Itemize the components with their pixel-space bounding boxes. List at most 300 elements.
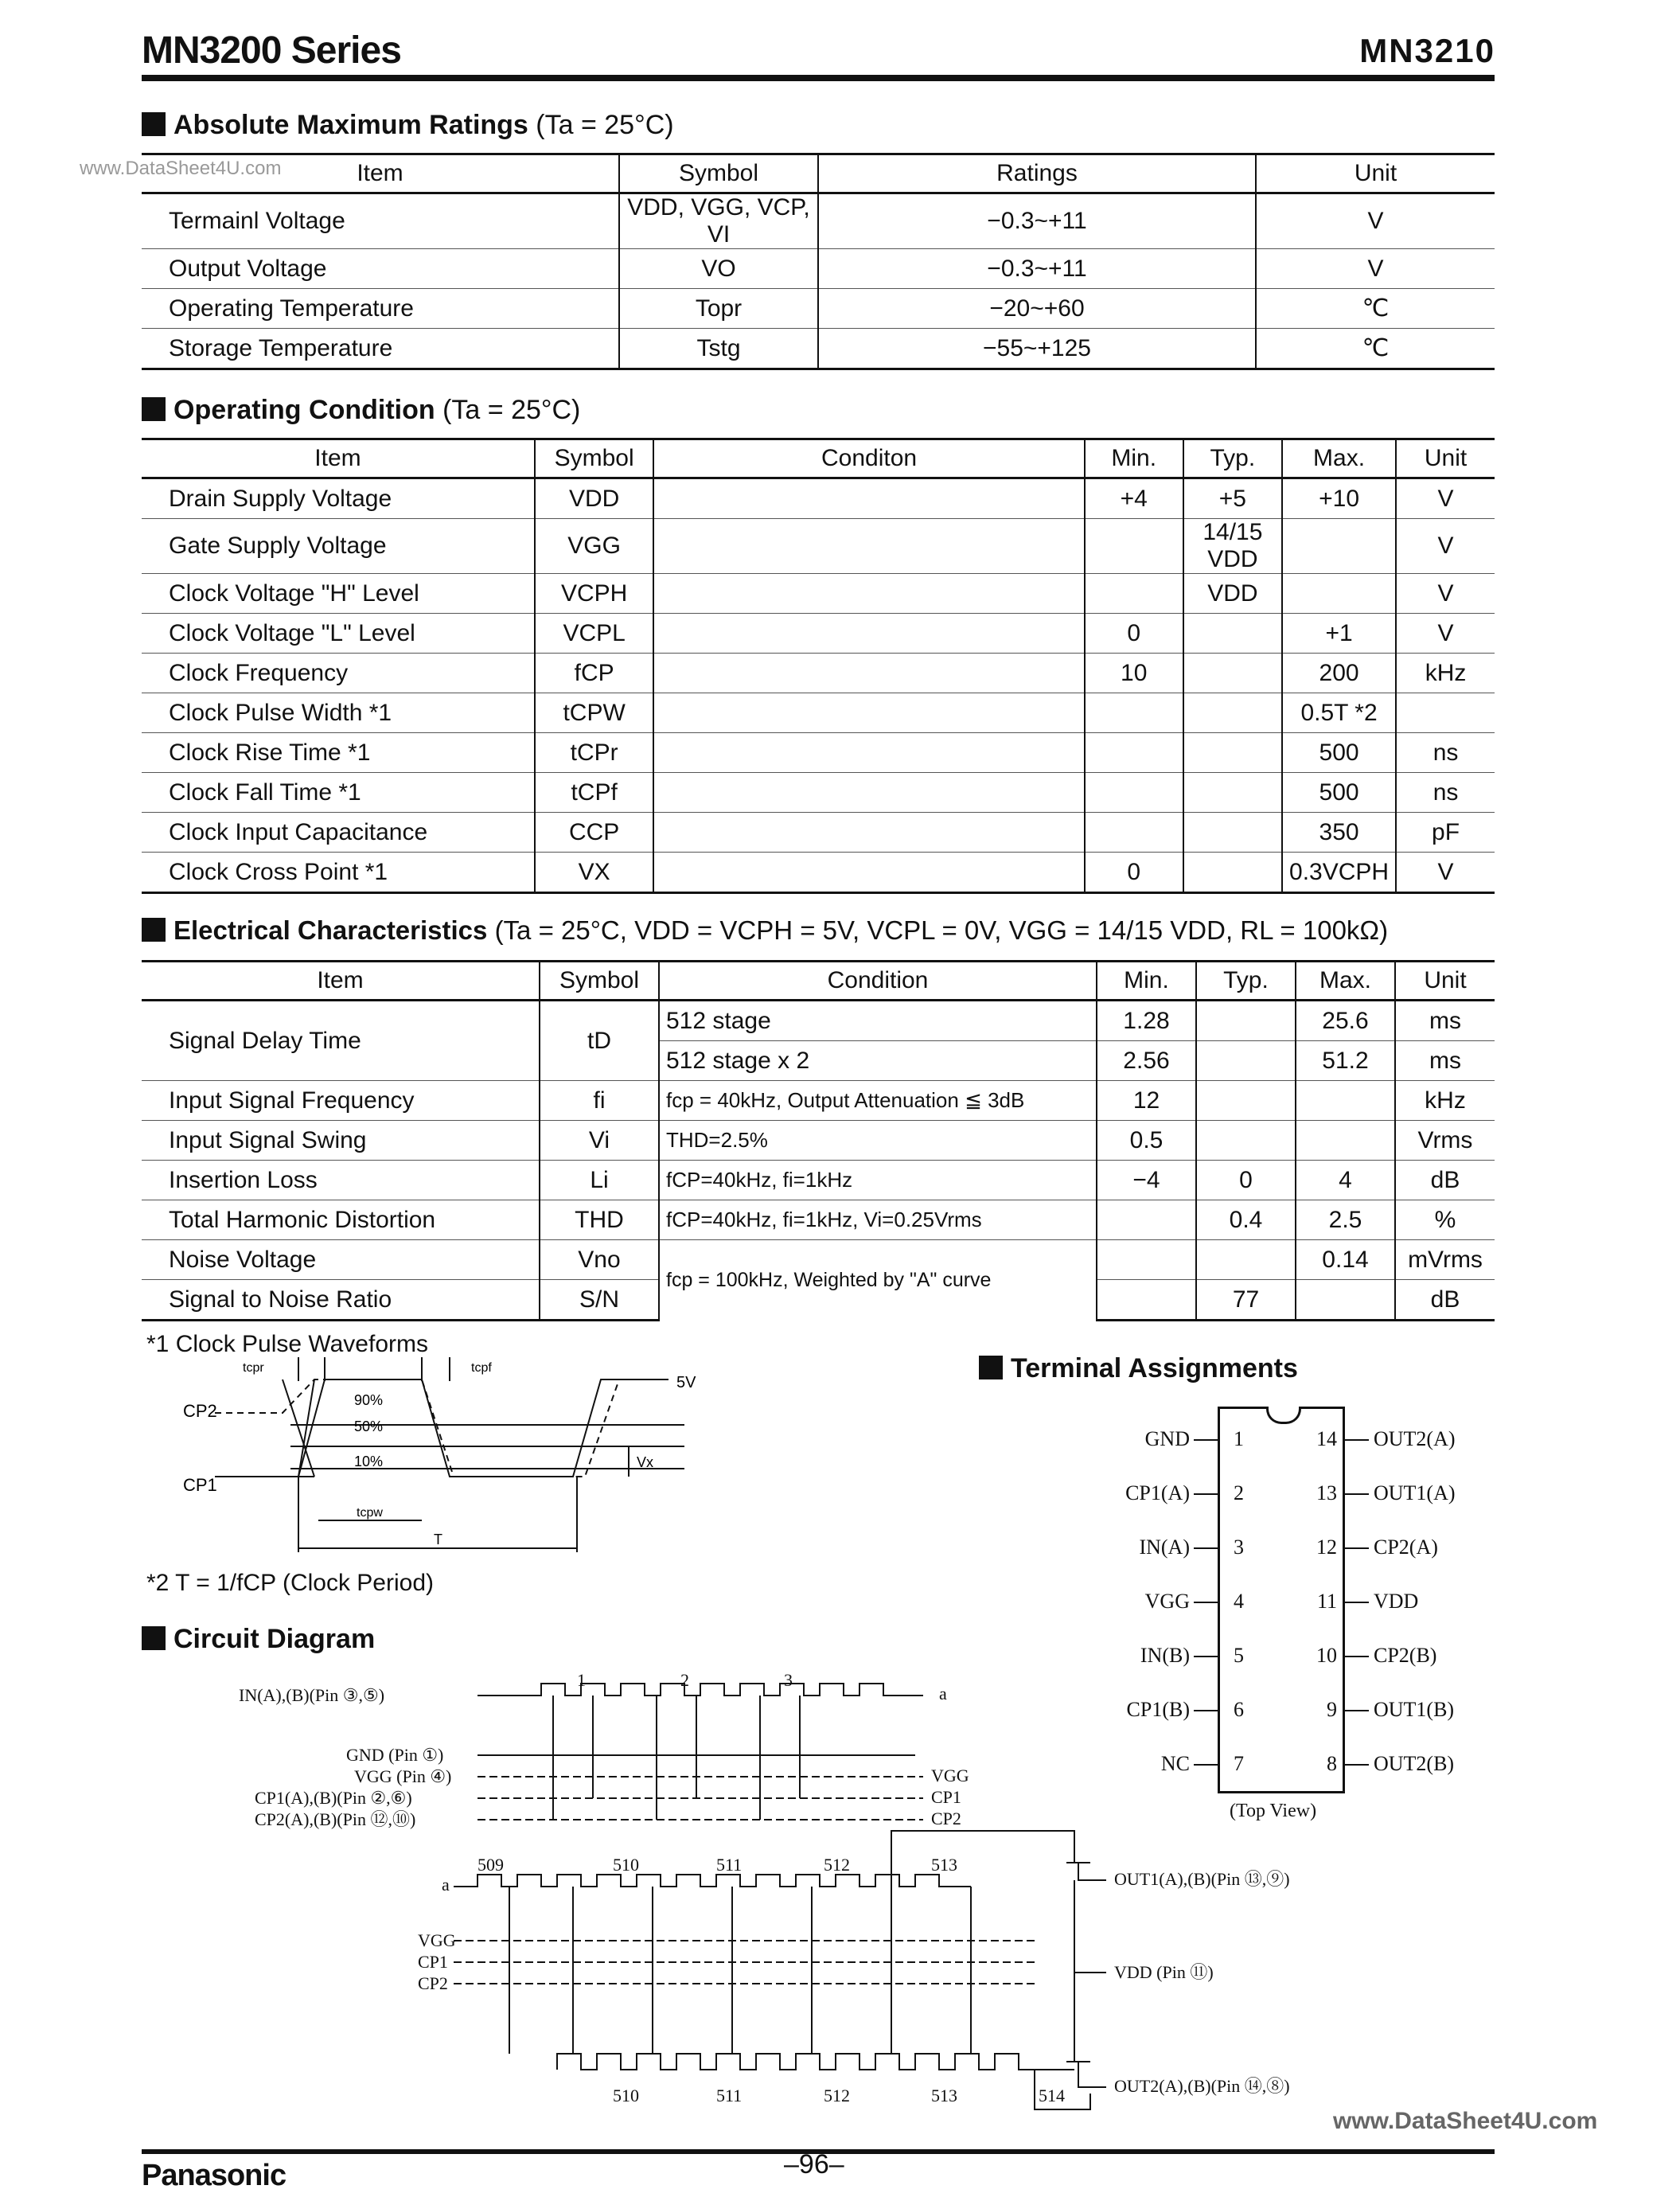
table-cell: fcp = 40kHz, Output Attenuation ≦ 3dB [659,1081,1097,1121]
stage-label: 1 [577,1672,586,1690]
table-row [142,614,1495,654]
table-cell: pF [1396,813,1495,853]
tcpw-label: tcpw [357,1506,383,1520]
table-cell: 512 stage [659,1001,1097,1041]
footer-page-number: –96– [784,2149,844,2179]
pin-label-right: CP2(A) [1374,1536,1438,1559]
rail-label-a: a [939,1684,947,1703]
table-cell: Storage Temperature [142,329,619,369]
level-5v-label: 5V [676,1374,696,1391]
table-row [142,654,1495,693]
op-cond-body [142,478,1495,893]
pin-number: 12 [1316,1536,1337,1559]
table-header: Max. [1296,962,1395,1001]
table-cell: 2.56 [1097,1041,1196,1081]
table-cell: tCPf [535,773,653,813]
waveform-title: *1 Clock Pulse Waveforms [146,1331,428,1357]
watermark-bottom: www.DataSheet4U.com [1333,2108,1598,2134]
table-cell [1097,1200,1196,1240]
table-header: Unit [1256,154,1495,193]
table-row [142,813,1495,853]
pin-label-left: CP1(B) [1126,1698,1190,1721]
pin-arrow-icon [1345,1602,1369,1603]
table-header: Min. [1097,962,1196,1001]
table-row [142,193,1495,249]
stage-label: 510 [613,2086,639,2105]
table-cell: −0.3~+11 [818,249,1256,289]
table-cell: V [1396,478,1495,519]
table-cell [1183,693,1282,733]
table-row [142,773,1495,813]
section-marker-icon [142,112,166,136]
table-cell: V [1256,193,1495,249]
out1-transistor [1066,1863,1106,1880]
pin-number: 4 [1234,1590,1244,1613]
stage-label: 513 [931,1855,957,1875]
pin-label-right: OUT2(A) [1374,1427,1456,1450]
table-cell: +1 [1282,614,1396,654]
table-cell: Drain Supply Voltage [142,478,535,519]
table-row [142,289,1495,329]
table-cell [1183,853,1282,893]
out2-transistor [1066,2062,1106,2087]
table-cell: ℃ [1256,329,1495,369]
op-cond-condition: (Ta = 25°C) [442,395,581,425]
pin-number: 8 [1327,1752,1337,1775]
table-header: Item [142,962,540,1001]
pin-number: 11 [1316,1590,1337,1613]
table-cell [1396,693,1495,733]
table-cell [1183,654,1282,693]
table-cell [1183,813,1282,853]
pin-number: 7 [1234,1752,1244,1775]
table-cell [653,654,1084,693]
table-cell: 2.5 [1296,1200,1395,1240]
table-cell: Tstg [619,329,818,369]
left-label-vgg: VGG [418,1930,456,1950]
table-cell: Signal Delay Time [142,1001,540,1081]
table-cell: V [1396,574,1495,614]
table-cell: S/N [540,1280,659,1321]
pin-arrow-icon [1194,1602,1218,1603]
section-marker-icon [142,918,166,942]
table-cell: VX [535,853,653,893]
pin-number: 13 [1316,1481,1337,1504]
output-label-out1: OUT1(A),(B)(Pin ⑬,⑨) [1114,1869,1290,1889]
table-row [142,574,1495,614]
table-cell: % [1395,1200,1495,1240]
pin-arrow-icon [1194,1439,1218,1441]
table-cell: 4 [1296,1161,1395,1200]
table-header: Symbol [619,154,818,193]
table-cell: VO [619,249,818,289]
table-header: Typ. [1196,962,1296,1001]
abs-max-title [142,110,674,141]
table-cell: 350 [1282,813,1396,853]
table-cell: 500 [1282,773,1396,813]
table-cell: THD=2.5% [659,1121,1097,1161]
table-cell: 0 [1085,614,1183,654]
table-cell: Input Signal Swing [142,1121,540,1161]
pin-arrow-icon [1194,1764,1218,1766]
pin-arrow-icon [1345,1656,1369,1657]
table-cell [653,519,1084,574]
table-header: Item [142,154,619,193]
table-cell: CCP [535,813,653,853]
table-cell [1196,1081,1296,1121]
table-cell: fi [540,1081,659,1121]
table-cell [1085,813,1183,853]
stage-label: 514 [1039,2086,1065,2105]
circuit-title [142,1624,375,1655]
abs-max-condition: (Ta = 25°C) [536,110,674,140]
pin-label-left: VGG [1144,1590,1190,1613]
stage-label: 510 [613,1855,639,1875]
tcpf-label: tcpf [471,1361,492,1375]
header-part-number: MN3210 [1359,32,1495,69]
table-cell: Insertion Loss [142,1161,540,1200]
table-cell: VDD [535,478,653,519]
table-cell: VDD [1183,574,1282,614]
table-header: Typ. [1183,439,1282,478]
table-row [142,1161,1495,1200]
left-label-cp2: CP2 [418,1973,448,1993]
bucket-chain-bottom [557,2054,1074,2070]
table-cell [1085,574,1183,614]
table-cell: 0.3VCPH [1282,853,1396,893]
circuit-title-text: Circuit Diagram [173,1624,376,1654]
table-cell: tCPr [535,733,653,773]
table-header: Unit [1396,439,1495,478]
table-cell [1183,614,1282,654]
table-cell: ms [1395,1001,1495,1041]
table-cell: Clock Voltage "H" Level [142,574,535,614]
stage-label: 512 [824,2086,850,2105]
table-cell: VCPL [535,614,653,654]
table-cell: Output Voltage [142,249,619,289]
table-cell [1296,1280,1395,1321]
table-row [142,1200,1495,1240]
stage-label: 3 [784,1672,793,1690]
table-cell [653,733,1084,773]
table-cell: dB [1395,1161,1495,1200]
table-cell [1296,1121,1395,1161]
cp2-waveform [215,1379,668,1477]
pin-number: 9 [1327,1698,1337,1721]
table-cell: Total Harmonic Distortion [142,1200,540,1240]
pin-number: 5 [1234,1644,1244,1667]
table-row [142,733,1495,773]
header-rule [142,75,1495,81]
pin-arrow-icon [1194,1493,1218,1495]
table-cell [1183,773,1282,813]
table-row [142,478,1495,519]
table-cell [1282,519,1396,574]
table-cell: tD [540,1001,659,1081]
table-cell: mVrms [1395,1240,1495,1280]
table-cell: Topr [619,289,818,329]
vx-label: Vx [637,1454,654,1470]
table-cell: VDD, VGG, VCP, VI [619,193,818,249]
table-cell [653,693,1084,733]
table-row [142,1081,1495,1121]
pin-label-right: CP2(B) [1374,1644,1437,1667]
rail-label-vgg: VGG [931,1766,969,1785]
cp1-waveform [247,1379,422,1477]
table-cell [1196,1041,1296,1081]
clock-waveform-diagram [159,1357,700,1564]
out1-feed [891,1831,1074,1887]
abs-max-table [142,153,1495,370]
table-cell: Clock Pulse Width *1 [142,693,535,733]
table-cell: 500 [1282,733,1396,773]
table-cell: V [1396,853,1495,893]
table-cell: +5 [1183,478,1282,519]
table-cell: +10 [1282,478,1396,519]
table-cell [653,853,1084,893]
table-cell: −0.3~+11 [818,193,1256,249]
pin-label-left: CP1(A) [1125,1481,1190,1504]
stage-label: 511 [716,1855,743,1875]
terminal-title-text: Terminal Assignments [1011,1353,1298,1383]
table-cell: Clock Cross Point *1 [142,853,535,893]
table-cell [1196,1121,1296,1161]
output-label-out2: OUT2(A),(B)(Pin ⑭,⑧) [1114,2076,1290,2096]
table-cell: 0 [1085,853,1183,893]
table-cell [1085,733,1183,773]
pin-label-left: NC [1160,1752,1190,1775]
input-label-vgg: VGG (Pin ④) [354,1766,452,1786]
table-cell: −55~+125 [818,329,1256,369]
pin-label-right: OUT1(B) [1374,1698,1455,1721]
pin-label-right: OUT1(A) [1374,1481,1456,1504]
table-cell [1296,1081,1395,1121]
table-cell: −4 [1097,1161,1196,1200]
pin-label-right: VDD [1374,1590,1419,1613]
table-cell [1097,1280,1196,1321]
table-header: Symbol [540,962,659,1001]
table-cell: Noise Voltage [142,1240,540,1280]
table-cell: V [1396,614,1495,654]
table-header: Item [142,439,535,478]
table-cell: Clock Rise Time *1 [142,733,535,773]
notch-icon [1266,1407,1301,1424]
table-cell: Vi [540,1121,659,1161]
input-label-gnd: GND (Pin ①) [346,1745,444,1765]
table-cell: Signal to Noise Ratio [142,1280,540,1321]
table-cell: ℃ [1256,289,1495,329]
pin-number: 1 [1234,1427,1244,1450]
pin-arrow-icon [1194,1547,1218,1549]
pin-arrow-icon [1345,1710,1369,1711]
table-cell: 512 stage x 2 [659,1041,1097,1081]
pin-arrow-icon [1345,1493,1369,1495]
pin-label-left: IN(A) [1139,1536,1190,1559]
table-header: Condition [659,962,1097,1001]
note-clock-period: *2 T = 1/fCP (Clock Period) [146,1570,434,1596]
table-header: Min. [1085,439,1183,478]
op-cond-table [142,438,1495,894]
op-cond-title-text: Operating Condition [173,395,435,425]
table-cell: Gate Supply Voltage [142,519,535,574]
table-cell: 51.2 [1296,1041,1395,1081]
table-cell: Input Signal Frequency [142,1081,540,1121]
pin-number: 2 [1234,1481,1244,1504]
table-row [142,1240,1495,1280]
pin-label-right: OUT2(B) [1374,1752,1455,1775]
pin-number: 14 [1316,1427,1337,1450]
table-header: Symbol [535,439,653,478]
table-cell: Termainl Voltage [142,193,619,249]
period-label: T [434,1532,442,1547]
table-cell: fCP=40kHz, fi=1kHz [659,1161,1097,1200]
level-50-label: 50% [354,1418,384,1434]
level-90-label: 90% [354,1392,384,1408]
table-cell: Clock Fall Time *1 [142,773,535,813]
elec-body [142,1081,1495,1240]
table-cell: 77 [1196,1280,1296,1321]
pin-arrow-icon [1194,1656,1218,1657]
abs-max-title-text: Absolute Maximum Ratings [173,110,528,140]
section-marker-icon [142,397,166,421]
stage-label: 512 [824,1855,850,1875]
table-header: Max. [1282,439,1396,478]
input-label-in: IN(A),(B)(Pin ③,⑤) [239,1685,385,1705]
input-label-cp2: CP2(A),(B)(Pin ⑫,⑩) [255,1809,416,1829]
terminal-title [979,1353,1298,1384]
output-label-vdd: VDD (Pin ⑪) [1114,1962,1214,1982]
pin-arrow-icon [1345,1547,1369,1549]
table-cell: kHz [1395,1081,1495,1121]
pin-number: 6 [1234,1698,1244,1721]
left-label-cp1: CP1 [418,1952,448,1972]
table-cell: 14/15 VDD [1183,519,1282,574]
table-cell: Vno [540,1240,659,1280]
table-cell [1282,574,1396,614]
table-cell: VCPH [535,574,653,614]
table-row [142,1121,1495,1161]
stage-label: 511 [716,2086,743,2105]
table-cell: kHz [1396,654,1495,693]
stage-label: 2 [680,1672,689,1690]
elec-condition: (Ta = 25°C, VDD = VCPH = 5V, VCPL = 0V, VGG = 14/15 VDD, RL = 100kΩ) [494,915,1389,945]
table-cell [1196,1240,1296,1280]
table-cell [1196,1001,1296,1041]
table-cell: 200 [1282,654,1396,693]
table-cell [653,478,1084,519]
cp1-waveform-b [422,1379,668,1477]
table-cell: fCP [535,654,653,693]
section-marker-icon [142,1626,166,1650]
pin-arrow-icon [1345,1439,1369,1441]
table-header: Ratings [818,154,1256,193]
pin-arrow-icon [1194,1710,1218,1711]
level-10-label: 10% [354,1454,384,1469]
table-row [142,693,1495,733]
table-row [142,853,1495,893]
table-cell: Clock Input Capacitance [142,813,535,853]
elec-title [142,915,1388,946]
table-cell [1183,733,1282,773]
table-cell: +4 [1085,478,1183,519]
table-cell: 25.6 [1296,1001,1395,1041]
table-cell: Vrms [1395,1121,1495,1161]
tcpr-label: tcpr [243,1361,264,1375]
table-cell [653,574,1084,614]
footer-brand: Panasonic [142,2159,286,2192]
rail-label-cp1: CP1 [931,1787,961,1807]
table-cell: 0.5T *2 [1282,693,1396,733]
table-cell [653,614,1084,654]
table-cell: ms [1395,1041,1495,1081]
table-cell: ns [1396,733,1495,773]
op-cond-title [142,395,580,426]
table-cell: ns [1396,773,1495,813]
table-cell: THD [540,1200,659,1240]
table-row [142,329,1495,369]
top-view-label: (Top View) [1230,1801,1317,1821]
table-cell [653,773,1084,813]
table-cell [653,813,1084,853]
table-header: Unit [1395,962,1495,1001]
table-row [142,1001,1495,1041]
table-cell: Operating Temperature [142,289,619,329]
watermark-top: www.DataSheet4U.com [80,158,282,179]
table-cell: Clock Frequency [142,654,535,693]
table-cell [1085,773,1183,813]
table-cell: 0.14 [1296,1240,1395,1280]
table-cell: −20~+60 [818,289,1256,329]
stage-label: 509 [477,1855,504,1875]
table-row [142,519,1495,574]
elec-table [142,960,1495,1321]
cp2-label: CP2 [183,1401,217,1421]
table-cell: tCPW [535,693,653,733]
table-cell: VGG [535,519,653,574]
table-cell: V [1396,519,1495,574]
table-cell: 12 [1097,1081,1196,1121]
table-cell [1085,519,1183,574]
table-cell: Li [540,1161,659,1200]
table-cell: 10 [1085,654,1183,693]
table-cell [1085,693,1183,733]
left-label-a: a [442,1875,450,1895]
elec-title-text: Electrical Characteristics [173,915,488,945]
table-cell: 0 [1196,1161,1296,1200]
header-title: MN3200 Series [142,29,401,72]
table-row [142,249,1495,289]
table-header: Conditon [653,439,1084,478]
table-cell: fcp = 100kHz, Weighted by "A" curve [659,1240,1097,1321]
input-label-cp1: CP1(A),(B)(Pin ②,⑥) [255,1788,412,1808]
bucket-chain-mid [454,1875,971,1887]
table-cell: 0.4 [1196,1200,1296,1240]
rail-label-cp2: CP2 [931,1809,961,1828]
pin-number: 3 [1234,1536,1244,1559]
pin-label-left: GND [1144,1427,1190,1450]
table-cell: 0.5 [1097,1121,1196,1161]
stage-label: 513 [931,2086,957,2105]
cp1-label: CP1 [183,1475,217,1495]
table-cell: dB [1395,1280,1495,1321]
table-cell: V [1256,249,1495,289]
pin-label-left: IN(B) [1140,1644,1190,1667]
table-cell: 1.28 [1097,1001,1196,1041]
table-cell [1097,1240,1196,1280]
pin-number: 10 [1316,1644,1337,1667]
table-cell: fCP=40kHz, fi=1kHz, Vi=0.25Vrms [659,1200,1097,1240]
table-cell: Clock Voltage "L" Level [142,614,535,654]
